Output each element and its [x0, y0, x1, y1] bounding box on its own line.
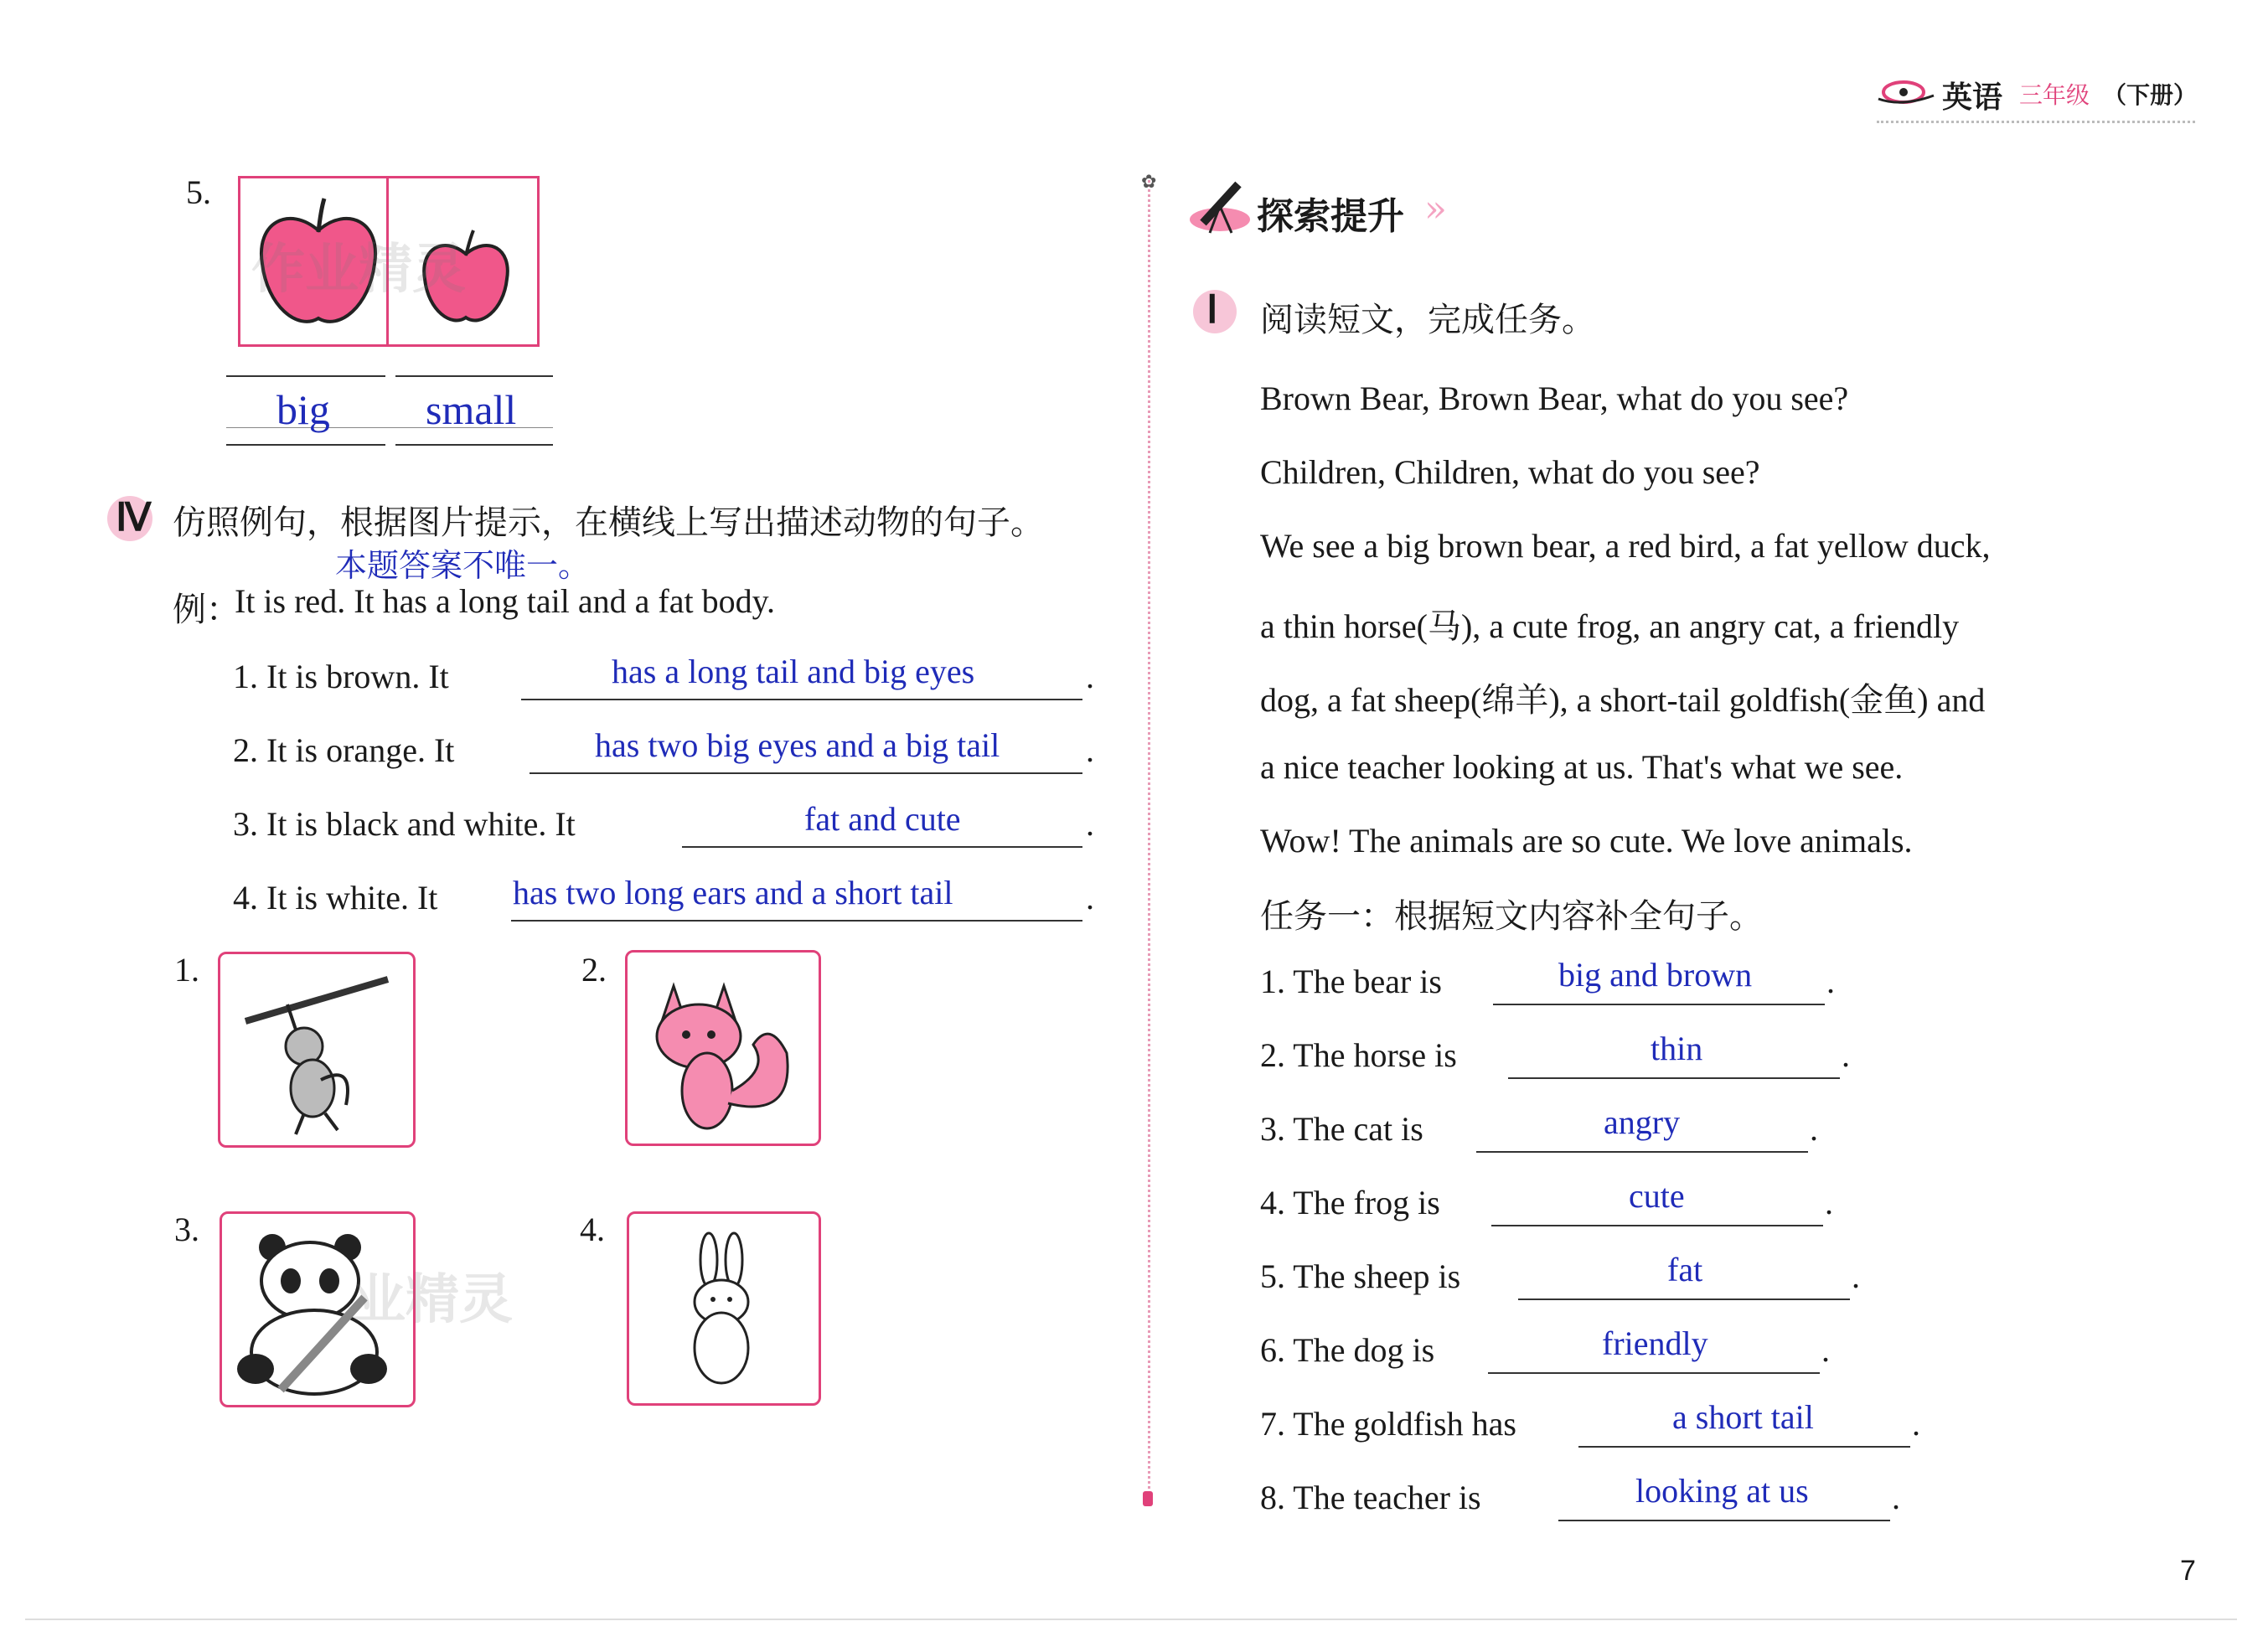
r-item3-prompt: 3. The cat is — [1260, 1110, 1423, 1148]
section4-instruction: 仿照例句，根据图片提示，在横线上写出描述动物的句子。 — [173, 503, 1044, 542]
header-volume: （下册） — [2103, 81, 2198, 109]
q5-answer-big: big — [276, 386, 330, 433]
s4-item1-prompt: 1. It is brown. It — [233, 658, 449, 695]
q5-answer-small: small — [426, 386, 517, 433]
s4-item4-answer: has two long ears and a short tail — [513, 874, 953, 911]
r-item8-answer: looking at us — [1635, 1472, 1809, 1510]
pic1-number: 1. — [174, 951, 199, 989]
header-logo-icon — [1877, 74, 1935, 114]
example-label: 例： — [173, 591, 240, 629]
pic2-number: 2. — [581, 951, 607, 989]
pic2-box — [625, 950, 821, 1146]
r-item7-prompt: 7. The goldfish has — [1260, 1405, 1516, 1443]
divider-bottom-marker — [1143, 1491, 1153, 1506]
s4-item4-prompt: 4. It is white. It — [233, 879, 438, 916]
q5-number: 5. — [186, 173, 211, 211]
pic4-box — [627, 1211, 821, 1406]
watermark: 作业精灵 — [251, 239, 466, 301]
header-underline — [1877, 121, 2195, 123]
banner-telescope-icon — [1188, 173, 1252, 240]
rabbit-icon — [629, 1214, 819, 1403]
section1-roman: Ⅰ — [1206, 288, 1218, 331]
passage-line-3: We see a big brown bear, a red bird, a fat yellow duck, — [1260, 527, 1991, 565]
r-item5-answer: fat — [1667, 1251, 1703, 1288]
page-bottom-edge — [25, 1619, 2237, 1620]
section4-roman: Ⅳ — [116, 496, 152, 539]
r-item2-prompt: 2. The horse is — [1260, 1036, 1457, 1074]
workbook-page: 英语 三年级 （下册） ✿ 5. 作业精灵 big small Ⅳ 仿照例句，根据图片提示，在横线上写出描述动物的句子。 本题答案不唯一。 例： It is red. It has a long tail and a fat body. 1. It is brown. It has a long tail and big eyes . 2. It is orange. It has two big eyes and a big tail . 3. It is black and white. It fat and cute . 4. It is white. It has two long ears and a short tail . 1. 2. 3. 业精灵 4. 探索提升 » Ⅰ 阅读短文，完成任务。 Brown Bear, Brown Bear, what do you see? Children, Children, what do you see? We see a big brown bear, a red bird, a fat yellow duck, a thin horse(马), a cute frog, an angry cat, a friendly dog, a fat sheep(绵羊), a short-tail goldfish(金鱼) and a nice teacher looking at us. That's what we see. Wow! The animals are so cute. We love animals. 任务一：根据短文内容补全句子。 1. The bear is big and brown . 2. The horse is thin . 3. The cat is angry . 4. The frog is cute . 5. The sheep is fat . 6. The dog is friendly . 7. The goldfish has a short tail . 8. The teacher is looking at us . 7 — [0, 0, 2268, 1647]
banner-arrow-icon: » — [1424, 188, 1447, 230]
r-item1-prompt: 1. The bear is — [1260, 963, 1442, 1000]
task-instruction: 任务一：根据短文内容补全句子。 — [1260, 897, 1763, 936]
section4-note: 本题答案不唯一。 — [335, 547, 591, 584]
page-number: 7 — [2180, 1555, 2196, 1587]
divider-top-icon: ✿ — [1141, 172, 1157, 193]
r-item4-answer: cute — [1629, 1177, 1685, 1215]
header-grade: 三年级 — [2019, 81, 2090, 109]
r-item6-prompt: 6. The dog is — [1260, 1331, 1435, 1369]
s4-item2-answer: has two big eyes and a big tail — [595, 726, 1000, 764]
passage-line-1: Brown Bear, Brown Bear, what do you see? — [1260, 379, 1849, 417]
pic3-number: 3. — [174, 1211, 199, 1248]
r-item7-answer: a short tail — [1672, 1398, 1814, 1436]
passage-line-4: a thin horse(马), a cute frog, an angry cat, a friendly — [1260, 607, 1960, 645]
r-item3-answer: angry — [1604, 1103, 1681, 1141]
center-divider — [1148, 180, 1150, 1504]
example-sentence: It is red. It has a long tail and a fat body. — [235, 582, 775, 620]
r-item2-answer: thin — [1651, 1030, 1703, 1067]
r-item1-answer: big and brown — [1558, 956, 1753, 994]
header-subject: 英语 — [1942, 80, 2003, 115]
r-item5-prompt: 5. The sheep is — [1260, 1257, 1461, 1295]
r-item8-prompt: 8. The teacher is — [1260, 1479, 1481, 1516]
passage-line-2: Children, Children, what do you see? — [1260, 453, 1760, 491]
r-item4-prompt: 4. The frog is — [1260, 1184, 1440, 1221]
r-item6-answer: friendly — [1602, 1324, 1708, 1362]
monkey-icon — [220, 954, 413, 1145]
pic1-box — [218, 952, 416, 1148]
section1-instruction: 阅读短文，完成任务。 — [1260, 301, 1595, 339]
s4-item1-answer: has a long tail and big eyes — [612, 653, 975, 690]
passage-line-6: a nice teacher looking at us. That's what we see. — [1260, 748, 1904, 786]
s4-item3-prompt: 3. It is black and white. It — [233, 805, 576, 843]
s4-item3-answer: fat and cute — [804, 800, 961, 838]
s4-item2-prompt: 2. It is orange. It — [233, 731, 455, 769]
passage-line-7: Wow! The animals are so cute. We love animals. — [1260, 822, 1913, 860]
passage-line-5: dog, a fat sheep(绵羊), a short-tail goldfish(金鱼) and — [1260, 681, 1986, 719]
fox-icon — [628, 953, 819, 1144]
banner-title: 探索提升 — [1257, 195, 1404, 238]
pic4-number: 4. — [580, 1211, 605, 1248]
